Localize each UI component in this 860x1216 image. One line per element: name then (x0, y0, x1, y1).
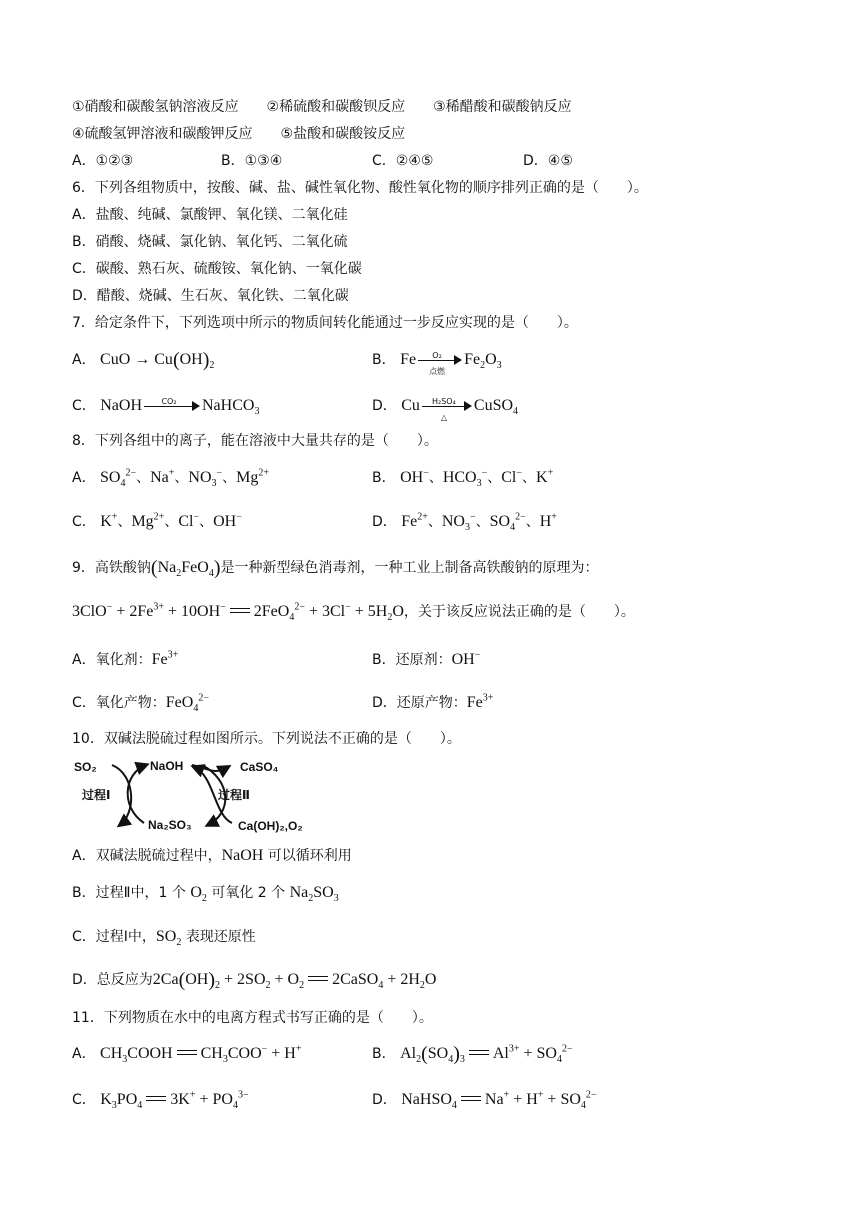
q5-option-c[interactable]: C．②④⑤ (372, 153, 434, 169)
equals-sign-icon (230, 608, 250, 616)
q10-option-b[interactable]: B．过程Ⅱ中，1 个 $O_2$ 可氧化 2 个 $Na_2SO_3$ (72, 884, 339, 905)
diagram-so2: SO₂ (74, 760, 97, 774)
q10-option-a[interactable]: A．双碱法脱硫过程中，NaOH 可以循环利用 (72, 847, 352, 864)
q7-option-d[interactable]: D． Cu H₂SO₄ △ CuSO$_4$ (372, 397, 519, 422)
diagram-caoh2-o2: Ca(OH)₂,O₂ (238, 819, 303, 833)
q7-option-b[interactable]: B． Fe O₂ 点燃 $Fe_2O_3$ (372, 351, 502, 376)
q9-stem: 9．高铁酸钠$(Na_2FeO_4)$是一种新型绿色消毒剂，一种工业上制备高铁酸钠的原理为： (72, 557, 599, 580)
q7-stem: 7．给定条件下，下列选项中所示的物质间转化能通过一步反应实现的是（ ）。 (72, 315, 578, 331)
q8-option-a[interactable]: A． $SO_4^{2-}$、Na+、$NO_3^-$、$Mg^{2+}$ (72, 467, 270, 490)
q6-stem: 6．下列各组物质中，按酸、碱、盐、碱性氧化物、酸性氧化物的顺序排列正确的是（ ）。 (72, 180, 648, 196)
q11-option-d[interactable]: D． NaHSO$_4$ $Na^+ + H^+ + SO_4^{2-}$ (372, 1089, 597, 1112)
diagram-process-1: 过程Ⅰ (82, 788, 111, 802)
q8-stem: 8．下列各组中的离子，能在溶液中大量共存的是（ ）。 (72, 433, 438, 449)
reaction-arrow-icon: CO₂ (144, 398, 200, 414)
diagram-caso4: CaSO₄ (240, 760, 279, 774)
q11-option-b[interactable]: B． $Al_2(SO_4)_3$ $Al^{3+} + SO_4^{2-}$ (372, 1043, 573, 1066)
q9-option-d[interactable]: D．还原产物：$Fe^{3+}$ (372, 692, 494, 711)
q7-option-a[interactable]: A． CuO → $Cu(OH)_2$ (72, 349, 215, 372)
diagram-na2so3: Na₂SO₃ (148, 818, 192, 832)
q6-option-a[interactable]: A．盐酸、纯碱、氯酸钾、氧化镁、二氧化硅 (72, 207, 348, 223)
q8-option-c[interactable]: C． K+、$Mg^{2+}$、Cl−、OH− (72, 511, 242, 530)
q11-option-a[interactable]: A． $CH_3COOH$ $CH_3COO^- + H^+$ (72, 1043, 302, 1066)
q6-option-b[interactable]: B．硝酸、烧碱、氯化钠、氧化钙、二氧化硫 (72, 234, 348, 250)
q5-line2: ④硫酸氢钾溶液和碳酸钾反应 ⑤盐酸和碳酸铵反应 (72, 126, 406, 142)
q8-option-b[interactable]: B． OH−、$HCO_3^-$、Cl−、K+ (372, 467, 554, 490)
q10-option-d[interactable]: D．总反应为$2Ca(OH)_2 + 2SO_2 + O_2$ 2CaSO$_4$ + $2H_2O$ (72, 969, 437, 992)
q9-equation: $3ClO^- + 2Fe^{3+} + 10OH^-$ $2FeO_4^{2-} + 3Cl^- + 5H_2O$，关于该反应说法正确的是（ ）。 (72, 601, 635, 624)
q8-option-d[interactable]: D． $Fe^{2+}$、$NO_3^-$、$SO_4^{2-}$、H+ (372, 511, 557, 534)
q5-option-a[interactable]: A．①②③ (72, 153, 134, 169)
q11-stem: 11．下列物质在水中的电离方程式书写正确的是（ ）。 (72, 1010, 433, 1026)
equals-sign-icon (308, 976, 328, 984)
equals-sign-icon (177, 1050, 197, 1058)
equals-sign-icon (469, 1050, 489, 1058)
q6-option-c[interactable]: C．碳酸、熟石灰、硫酸铵、氧化钠、一氧化碳 (72, 261, 362, 277)
q7-option-c[interactable]: C． NaOH CO₂ NaHCO$_3$ (72, 397, 260, 418)
q5-option-b[interactable]: B．①③④ (221, 153, 283, 169)
q7-a-formula: CuO → $Cu(OH)_2$ (100, 349, 215, 372)
q9-option-b[interactable]: B．还原剂：OH− (372, 649, 481, 668)
diagram-naoh: NaOH (150, 759, 184, 773)
q6-option-d[interactable]: D．醋酸、烧碱、生石灰、氧化铁、二氧化碳 (72, 288, 349, 304)
reaction-arrow-icon: H₂SO₄ △ (422, 398, 472, 414)
reaction-arrow-icon: O₂ 点燃 (418, 352, 462, 368)
q9-option-a[interactable]: A．氧化剂：$Fe^{3+}$ (72, 649, 179, 668)
equals-sign-icon (461, 1096, 481, 1104)
q5-option-d[interactable]: D．④⑤ (523, 153, 573, 169)
equals-sign-icon (146, 1096, 166, 1104)
q10-stem: 10．双碱法脱硫过程如图所示。下列说法不正确的是（ ）。 (72, 731, 461, 747)
q11-option-c[interactable]: C． $K_3PO_4$ $3K^+ + PO_4^{3-}$ (72, 1089, 249, 1112)
desulfurization-diagram (72, 757, 324, 835)
q5-line1: ①硝酸和碳酸氢钠溶液反应 ②稀硫酸和碳酸钡反应 ③稀醋酸和碳酸钠反应 (72, 99, 572, 115)
q10-option-c[interactable]: C．过程Ⅰ中，$SO_2$ 表现还原性 (72, 928, 256, 949)
q9-option-c[interactable]: C．氧化产物：FeO$_4^{2-}$ (72, 692, 209, 715)
diagram-process-2: 过程Ⅱ (218, 788, 250, 802)
